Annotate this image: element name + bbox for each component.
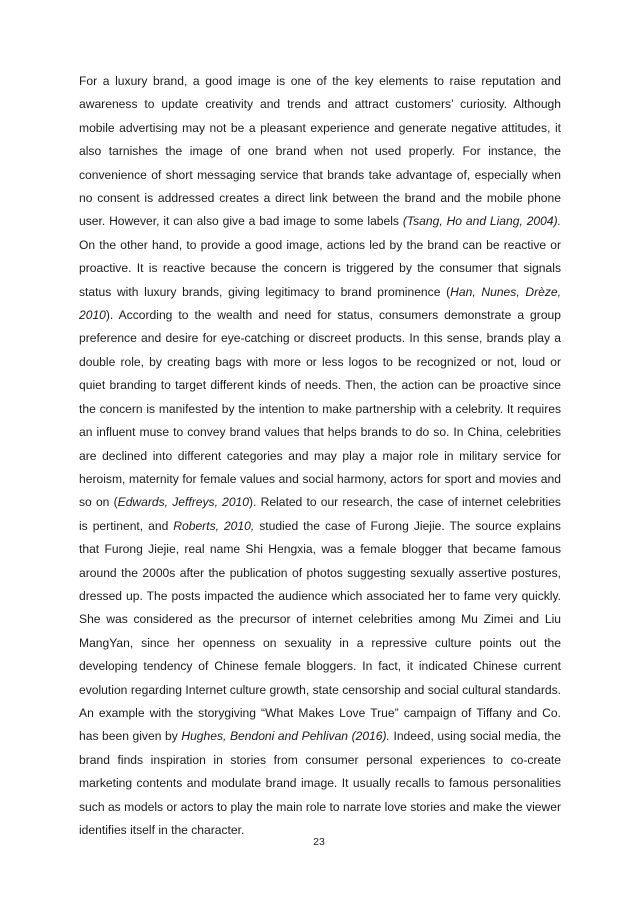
citation-edwards-jeffreys: Edwards, Jeffreys, 2010: [117, 495, 250, 510]
citation-hughes-bendoni-pehlivan: Hughes, Bendoni and Pehlivan (2016).: [181, 729, 390, 744]
paragraph-text-run: For a luxury brand, a good image is one of the key elements to raise reputation and awareness to update creativity and trends and attract customers’ curiosity. Although mobile advertising may not be a pleasant experience and generate negative attitudes, it also tarnishes the image of one brand when not used properly. For instance, the convenience of short messaging service that brands take advantage of, especially when no consent is addressed creates a direct link between the brand and the mobile phone user. However, it can also give a bad image to some labels: [79, 74, 561, 229]
citation-tsang-ho-liang: (Tsang, Ho and Liang, 2004).: [402, 214, 561, 229]
paragraph-text-run: On the other hand, to provide a good image, actions led by the brand can be reactive or proactive. It is reactive because the concern is triggered by the consumer that signals status with luxury brands, giving legitimacy to brand prominence (: [79, 237, 561, 299]
page-number: 23: [313, 836, 325, 848]
paragraph-text-run: ). Related to our research, the case of internet celebrities is pertinent, and: [79, 495, 561, 533]
paragraph-text-run: ). According to the wealth and need for status, consumers demonstrate a group preference and desire for eye-catching or discreet products. In this sense, brands play a double role, by creating bags with more or less logos to be recognized or not, loud or quiet branding to target different kinds of needs. Then, the action can be proactive since the concern is manifested by the intention to make partnership with a celebrity. It requires an influent muse to convey brand values that helps brands to do so. In China, celebrities are declined into different categories and may play a major role in military service for heroism, maternity for female values and social harmony, actors for sport and movies and so on (: [79, 308, 561, 510]
paragraph-text-run: studied the case of Furong Jiejie. The source explains that Furong Jiejie, real name Shi Hengxia, was a female blogger that became famous around the 2000s after the publication of photos suggesting sexually assertive postures, dressed up. The posts impacted the audience which associated her to fame very quickly. She was considered as the precursor of internet celebrities among Mu Zimei and Liu MangYan, since her openness on sexuality in a repressive culture points out the developing tendency of Chinese female bloggers. In fact, it indicated Chinese current evolution regarding Internet culture growth, state censorship and social cultural standards. An example with the storygiving “What Makes Love True” campaign of Tiffany and Co. has been given by: [79, 518, 561, 744]
body-paragraph: [79, 70, 561, 842]
citation-han-nunes-dreze: Han, Nunes, Drèze, 2010: [79, 284, 561, 323]
citation-roberts: Roberts, 2010,: [173, 518, 255, 533]
paragraph-text-run: Indeed, using social media, the brand finds inspiration in stories from consumer personal experiences to co-create marketing contents and modulate brand image. It usually recalls to famous personalities such as models or actors to play the main role to narrate love stories and make the viewer identifies itself in the character.: [79, 729, 562, 837]
